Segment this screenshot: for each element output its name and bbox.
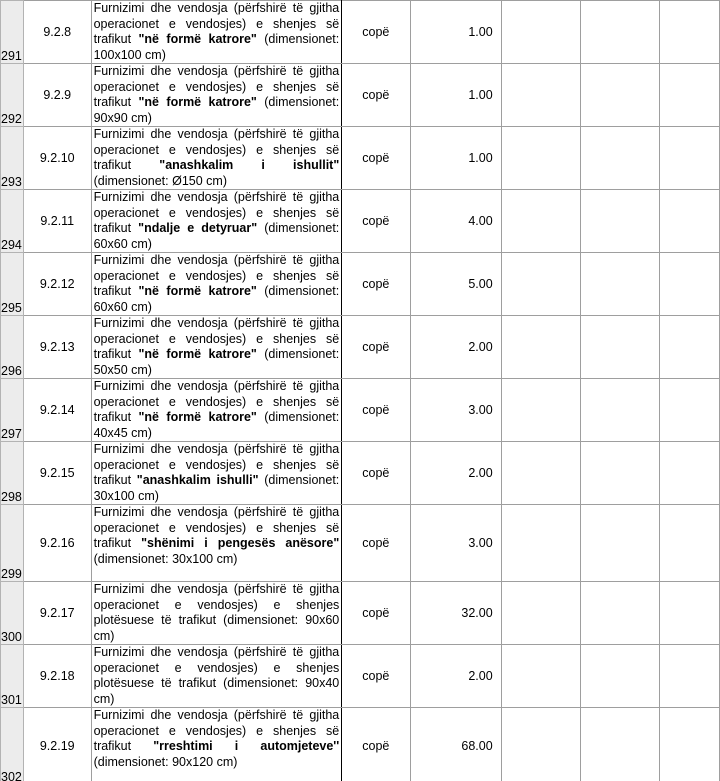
quantity-cell[interactable]	[411, 442, 502, 505]
extra-cell[interactable]	[660, 190, 720, 253]
quantity: 32.00	[461, 606, 493, 620]
extra-cell[interactable]	[660, 708, 720, 781]
quantity: 3.00	[468, 403, 493, 417]
extra-cell[interactable]	[660, 1, 720, 64]
unit-cell[interactable]	[342, 316, 411, 379]
quantity: 1.00	[468, 25, 493, 39]
dimensions-text: (dimensionet: 90x120 cm)	[93, 754, 238, 769]
description-text: Furnizimi dhe vendosja (përfshirë të gjitha operacionet e vendosjes) e shenjes së trafikut	[93, 127, 340, 172]
unit: copë	[362, 277, 390, 291]
sign-name: "në formë katrore"	[138, 32, 257, 46]
item-code-cell[interactable]	[23, 442, 91, 505]
dimensions-text: (dimensionet: 50x50 cm)	[93, 347, 340, 377]
item-code: 9.2.8	[43, 25, 72, 39]
item-code: 9.2.19	[39, 739, 75, 753]
dimensions-text: (dimensionet: 60x60 cm)	[93, 221, 340, 251]
dimensions-text: (dimensionet: 100x100 cm)	[93, 32, 340, 62]
unit-cell[interactable]	[342, 505, 411, 582]
unit-price-cell[interactable]	[501, 645, 580, 708]
row-number: 297	[1, 427, 22, 441]
description-cell[interactable]	[91, 127, 342, 190]
row-header[interactable]	[1, 64, 24, 127]
table-row[interactable]	[1, 316, 720, 379]
sign-name: "ndalje e detyruar"	[138, 221, 258, 235]
description-cell[interactable]	[91, 253, 342, 316]
extra-cell[interactable]	[660, 127, 720, 190]
quantity-cell[interactable]	[411, 253, 502, 316]
quantity-cell[interactable]	[411, 190, 502, 253]
sign-name: "në formë katrore"	[138, 410, 257, 424]
row-number: 295	[1, 301, 22, 315]
unit-price-cell[interactable]	[501, 64, 580, 127]
item-code-cell[interactable]	[23, 190, 91, 253]
unit-cell[interactable]	[342, 1, 411, 64]
description-text: Furnizimi dhe vendosja (përfshirë të gjitha operacionet e vendosjes) e shenjes së trafikut	[93, 316, 340, 361]
item-code-cell[interactable]	[23, 127, 91, 190]
item-code: 9.2.9	[43, 88, 72, 102]
table-row[interactable]	[1, 1, 720, 64]
row-number: 292	[1, 112, 22, 126]
row-header[interactable]	[1, 645, 24, 708]
total-cell[interactable]	[581, 253, 660, 316]
extra-cell[interactable]	[660, 442, 720, 505]
unit-price-cell[interactable]	[501, 253, 580, 316]
quantity: 68.00	[461, 739, 493, 753]
sign-name: "anashkalim i ishullit"	[159, 158, 340, 172]
item-code: 9.2.18	[39, 669, 75, 683]
quantity-cell[interactable]	[411, 379, 502, 442]
total-cell[interactable]	[581, 708, 660, 781]
table-row[interactable]	[1, 127, 720, 190]
row-header[interactable]	[1, 442, 24, 505]
item-code-cell[interactable]	[23, 582, 91, 645]
dimensions-text: (dimensionet: 30x100 cm)	[93, 551, 238, 566]
row-number: 294	[1, 238, 22, 252]
description-cell[interactable]	[91, 1, 342, 64]
item-code: 9.2.17	[39, 606, 75, 620]
dimensions-text: (dimensionet: Ø150 cm)	[93, 173, 227, 188]
row-header[interactable]	[1, 190, 24, 253]
unit-price-cell[interactable]	[501, 708, 580, 781]
unit: copë	[362, 25, 390, 39]
total-cell[interactable]	[581, 645, 660, 708]
quantity-cell[interactable]	[411, 316, 502, 379]
row-number: 301	[1, 693, 22, 707]
unit: copë	[362, 466, 390, 480]
sign-name: "në formë katrore"	[138, 95, 257, 109]
description-text: Furnizimi dhe vendosja (përfshirë të gjitha operacionet e vendosjes) e shenjes së trafikut	[93, 442, 340, 487]
item-code-cell[interactable]	[23, 64, 91, 127]
unit-cell[interactable]	[342, 64, 411, 127]
total-cell[interactable]	[581, 127, 660, 190]
sign-name: "në formë katrore"	[138, 347, 257, 361]
item-code: 9.2.15	[39, 466, 75, 480]
table-row[interactable]	[1, 708, 720, 781]
unit-price-cell[interactable]	[501, 582, 580, 645]
description-cell[interactable]	[91, 645, 342, 708]
table-row[interactable]	[1, 582, 720, 645]
row-header[interactable]	[1, 379, 24, 442]
unit: copë	[362, 340, 390, 354]
description-cell[interactable]	[91, 442, 342, 505]
quantity-cell[interactable]	[411, 127, 502, 190]
quantity: 4.00	[468, 214, 493, 228]
quantity: 1.00	[468, 151, 493, 165]
total-cell[interactable]	[581, 190, 660, 253]
unit-cell[interactable]	[342, 645, 411, 708]
description-cell[interactable]	[91, 379, 342, 442]
item-code: 9.2.13	[39, 340, 75, 354]
sign-name: "anashkalim ishulli"	[136, 473, 259, 487]
quantity-cell[interactable]	[411, 645, 502, 708]
table-row[interactable]	[1, 190, 720, 253]
item-code-cell[interactable]	[23, 316, 91, 379]
dimensions-text: (dimensionet: 90x90 cm)	[93, 95, 340, 125]
unit-cell[interactable]	[342, 127, 411, 190]
quantity: 2.00	[468, 340, 493, 354]
item-code: 9.2.14	[39, 403, 75, 417]
sign-name: "shënimi i pengesës anësore"	[141, 536, 340, 550]
total-cell[interactable]	[581, 1, 660, 64]
total-cell[interactable]	[581, 505, 660, 582]
unit-cell[interactable]	[342, 582, 411, 645]
description-text: Furnizimi dhe vendosja (përfshirë të gjitha operacionet e vendosjes) e shenjes së trafikut	[93, 253, 340, 298]
quantity-cell[interactable]	[411, 582, 502, 645]
extra-cell[interactable]	[660, 582, 720, 645]
extra-cell[interactable]	[660, 316, 720, 379]
description-text: Furnizimi dhe vendosja (përfshirë të gjitha operacionet e vendosjes) e shenjes plotësuese të trafikut (dimensionet: 90x40 cm)	[93, 645, 340, 706]
quantity-cell[interactable]	[411, 64, 502, 127]
dimensions-text: (dimensionet: 40x45 cm)	[93, 410, 340, 440]
dimensions-text: (dimensionet: 30x100 cm)	[93, 473, 340, 503]
unit: copë	[362, 403, 390, 417]
description-text: Furnizimi dhe vendosja (përfshirë të gjitha operacionet e vendosjes) e shenjes së trafikut	[93, 64, 340, 109]
table-row[interactable]	[1, 505, 720, 582]
description-text: Furnizimi dhe vendosja (përfshirë të gjitha operacionet e vendosjes) e shenjes së trafikut	[93, 708, 340, 753]
extra-cell[interactable]	[660, 645, 720, 708]
quantity: 1.00	[468, 88, 493, 102]
description-text: Furnizimi dhe vendosja (përfshirë të gjitha operacionet e vendosjes) e shenjes së trafikut	[93, 505, 340, 550]
item-code-cell[interactable]	[23, 1, 91, 64]
table-row[interactable]	[1, 442, 720, 505]
item-code-cell[interactable]	[23, 645, 91, 708]
extra-cell[interactable]	[660, 379, 720, 442]
row-number: 296	[1, 364, 22, 378]
row-number: 299	[1, 567, 22, 581]
description-cell[interactable]	[91, 64, 342, 127]
unit-cell[interactable]	[342, 708, 411, 781]
table-row[interactable]	[1, 645, 720, 708]
quantity: 2.00	[468, 466, 493, 480]
extra-cell[interactable]	[660, 253, 720, 316]
description-cell[interactable]	[91, 505, 342, 582]
row-header[interactable]	[1, 582, 24, 645]
item-code: 9.2.12	[39, 277, 75, 291]
description-text: Furnizimi dhe vendosja (përfshirë të gjitha operacionet e vendosjes) e shenjes së trafikut	[93, 190, 340, 235]
total-cell[interactable]	[581, 64, 660, 127]
extra-cell[interactable]	[660, 505, 720, 582]
row-number: 298	[1, 490, 22, 504]
unit: copë	[362, 151, 390, 165]
row-number: 302	[1, 770, 22, 781]
unit-cell[interactable]	[342, 190, 411, 253]
row-header[interactable]	[1, 708, 24, 781]
row-number: 300	[1, 630, 22, 644]
description-cell[interactable]	[91, 708, 342, 781]
unit-price-cell[interactable]	[501, 316, 580, 379]
sign-name: "rreshtimi i automjeteve''	[153, 739, 340, 753]
total-cell[interactable]	[581, 442, 660, 505]
unit: copë	[362, 88, 390, 102]
quantity-cell[interactable]	[411, 708, 502, 781]
quantity: 3.00	[468, 536, 493, 550]
row-number: 291	[1, 49, 22, 63]
item-code: 9.2.11	[40, 214, 75, 228]
unit-price-cell[interactable]	[501, 442, 580, 505]
quantity: 2.00	[468, 669, 493, 683]
row-header[interactable]	[1, 316, 24, 379]
unit: copë	[362, 739, 390, 753]
unit-cell[interactable]	[342, 442, 411, 505]
unit-price-cell[interactable]	[501, 505, 580, 582]
unit: copë	[362, 606, 390, 620]
total-cell[interactable]	[581, 316, 660, 379]
table-row[interactable]	[1, 64, 720, 127]
unit-cell[interactable]	[342, 253, 411, 316]
unit: copë	[362, 669, 390, 683]
extra-cell[interactable]	[660, 64, 720, 127]
description-text: Furnizimi dhe vendosja (përfshirë të gjitha operacionet e vendosjes) e shenjes së trafikut	[93, 1, 340, 46]
row-header[interactable]	[1, 127, 24, 190]
unit-price-cell[interactable]	[501, 127, 580, 190]
table-row[interactable]	[1, 379, 720, 442]
total-cell[interactable]	[581, 582, 660, 645]
item-code-cell[interactable]	[23, 505, 91, 582]
sign-name: "në formë katrore"	[138, 284, 257, 298]
row-header[interactable]	[1, 253, 24, 316]
description-cell[interactable]	[91, 190, 342, 253]
quantity-cell[interactable]	[411, 1, 502, 64]
item-code-cell[interactable]	[23, 379, 91, 442]
table-row[interactable]	[1, 253, 720, 316]
description-cell[interactable]	[91, 582, 342, 645]
total-cell[interactable]	[581, 379, 660, 442]
unit: copë	[362, 536, 390, 550]
dimensions-text: (dimensionet: 60x60 cm)	[93, 284, 340, 314]
description-text: Furnizimi dhe vendosja (përfshirë të gjitha operacionet e vendosjes) e shenjes plotësuese të trafikut (dimensionet: 90x60 cm)	[93, 582, 340, 643]
row-header[interactable]	[1, 505, 24, 582]
description-text: Furnizimi dhe vendosja (përfshirë të gjitha operacionet e vendosjes) e shenjes së trafikut	[93, 379, 340, 424]
unit-cell[interactable]	[342, 379, 411, 442]
description-cell[interactable]	[91, 316, 342, 379]
item-code: 9.2.10	[39, 151, 75, 165]
unit: copë	[362, 214, 390, 228]
unit-price-cell[interactable]	[501, 379, 580, 442]
unit-price-cell[interactable]	[501, 190, 580, 253]
item-code: 9.2.16	[39, 536, 75, 550]
quantity: 5.00	[468, 277, 493, 291]
unit-price-cell[interactable]	[501, 1, 580, 64]
item-code-cell[interactable]	[23, 708, 91, 781]
item-code-cell[interactable]	[23, 253, 91, 316]
row-number: 293	[1, 175, 22, 189]
row-header[interactable]	[1, 1, 24, 64]
quantity-cell[interactable]	[411, 505, 502, 582]
